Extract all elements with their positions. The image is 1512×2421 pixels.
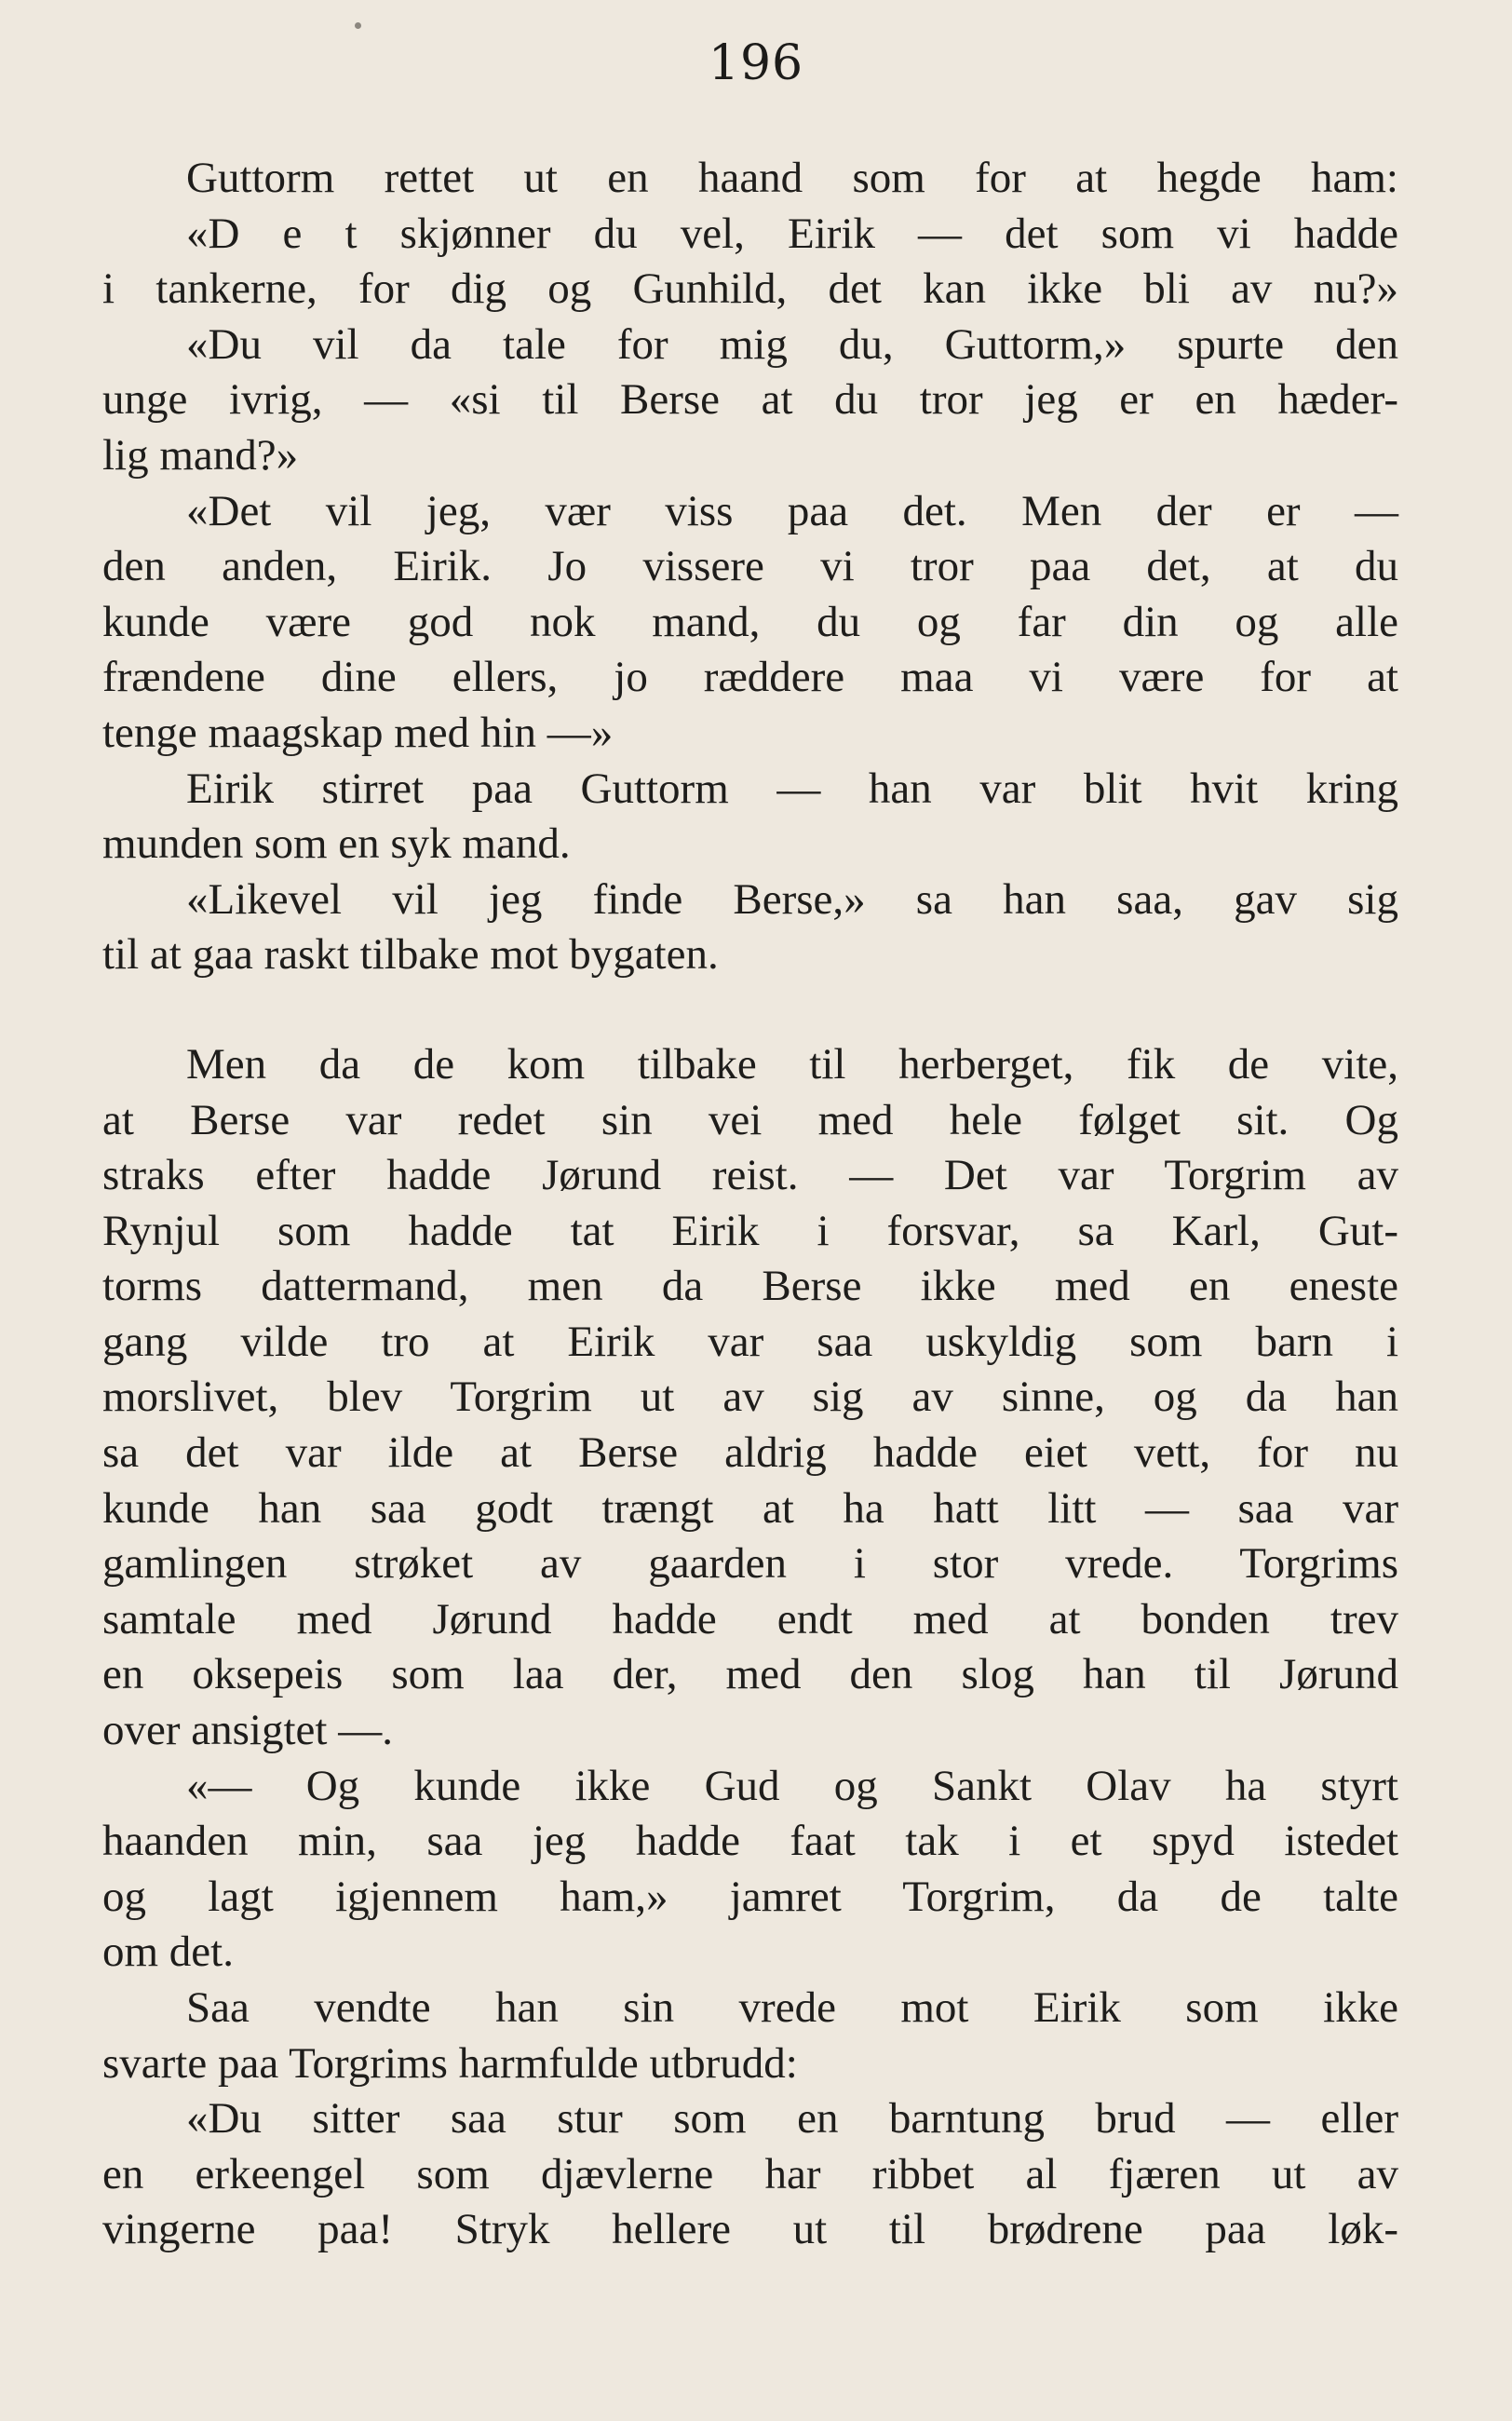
text-line: «D e t skjønner du vel, Eirik — det som vi hadde (186, 209, 1398, 258)
text-line: «Du sitter saa stur som en barntung brud — eller (186, 2094, 1398, 2144)
text-line: sa det var ilde at Berse aldrig hadde eiet vett, for nu (102, 1428, 1398, 1478)
ink-speck (355, 22, 361, 29)
text-line: tenge maagskap med hin —» (102, 708, 614, 757)
text-line: gamlingen strøket av gaarden i stor vrede. Torgrims (102, 1539, 1398, 1589)
text-line: Eirik stirret paa Guttorm — han var blit hvit kring (186, 764, 1398, 813)
body-text (102, 151, 1398, 2258)
page-number: 196 (708, 35, 804, 91)
text-line: «— Og kunde ikke Gud og Sankt Olav ha styrt (186, 1761, 1398, 1810)
text-line: munden som en syk mand. (102, 819, 571, 869)
text-line: svarte paa Torgrims harmfulde utbrudd: (102, 2038, 798, 2088)
text-line: morslivet, blev Torgrim ut av sig av sinne, og da han (102, 1373, 1398, 1422)
text-line: en oksepeis som laa der, med den slog han til Jørund (102, 1650, 1398, 1699)
text-line: «Du vil da tale for mig du, Guttorm,» spurte den (186, 319, 1398, 369)
text-line: over ansigtet —. (102, 1706, 393, 1755)
text-line: vingerne paa! Stryk hellere ut til brødrene paa løk- (102, 2205, 1398, 2254)
text-line: «Det vil jeg, vær viss paa det. Men der er — (186, 486, 1398, 535)
text-line: Saa vendte han sin vrede mot Eirik som ikke (186, 1983, 1398, 2032)
text-line: kunde være god nok mand, du og far din og alle (102, 597, 1398, 646)
text-line: kunde han saa godt trængt at ha hatt litt — saa var (102, 1483, 1398, 1533)
text-line: en erkeengel som djævlerne har ribbet al fjæren ut av (102, 2149, 1398, 2198)
text-line: straks efter hadde Jørund reist. — Det var Torgrim av (102, 1151, 1398, 1200)
text-line: Rynjul som hadde tat Eirik i forsvar, sa Karl, Gut- (102, 1206, 1398, 1255)
text-line: unge ivrig, — «si til Berse at du tror jeg er en hæder- (102, 375, 1398, 425)
text-line: gang vilde tro at Eirik var saa uskyldig som barn i (102, 1317, 1398, 1366)
text-line: om det. (102, 1927, 234, 1977)
text-line: «Likevel vil jeg finde Berse,» sa han saa, gav sig (186, 874, 1398, 924)
text-line: haanden min, saa jeg hadde faat tak i et spyd istedet (102, 1817, 1398, 1866)
text-line: den anden, Eirik. Jo vissere vi tror paa det, at du (102, 542, 1398, 591)
text-line: lig mand?» (102, 430, 299, 480)
text-line: til at gaa raskt tilbake mot bygaten. (102, 930, 719, 980)
text-line: og lagt igjennem ham,» jamret Torgrim, da de talte (102, 1872, 1398, 1921)
text-line: samtale med Jørund hadde endt med at bonden trev (102, 1594, 1398, 1643)
text-line: torms dattermand, men da Berse ikke med en eneste (102, 1262, 1398, 1311)
text-line: at Berse var redet sin vei med hele følget sit. Og (102, 1095, 1398, 1144)
text-line: i tankerne, for dig og Gunhild, det kan ikke bli av nu?» (102, 264, 1398, 314)
text-line: Men da de kom tilbake til herberget, fik de vite, (186, 1039, 1398, 1089)
section-break (102, 983, 1398, 1037)
text-line: Guttorm rettet ut en haand som for at hegde ham: (186, 154, 1398, 202)
text-line: frændene dine ellers, jo ræddere maa vi være for at (102, 653, 1398, 702)
